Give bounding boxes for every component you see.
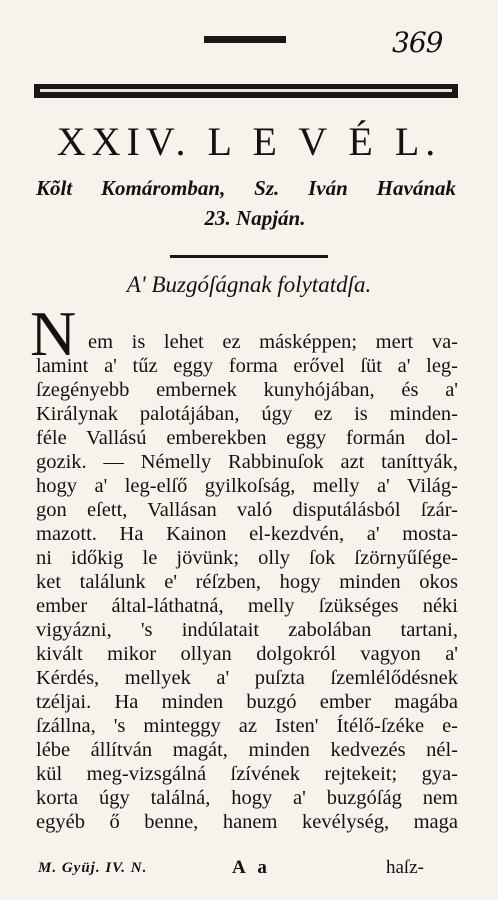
chapter-subtitle-line1: Kõlt Komáromban, Sz. Iván Havának [36, 176, 456, 200]
section-title: A' Buzgóſágnak folytatdſa. [126, 272, 372, 297]
page-number: 369 [392, 26, 443, 59]
body-line: ſzegényebb embernek kunyhójában, és a' [36, 379, 458, 401]
chapter-subtitle-line2: 23. Napján. [204, 206, 306, 230]
body-line: em is lehet ez másképpen; mert va- [88, 331, 458, 353]
section-divider-rule [170, 255, 328, 258]
body-line: mazott. Ha Kainon el-kezdvén, a' mosta- [36, 523, 458, 545]
body-line: Kérdés, mellyek a' puſzta ſzemlélődésnek [36, 667, 458, 689]
body-line: ket találunk e' réſzben, hogy minden okos [36, 571, 458, 593]
catchword: haſz- [386, 857, 424, 878]
body-line: tzéljai. Ha minden buzgó ember magába [36, 691, 458, 713]
body-line: egyéb ő benne, hanem kevélység, maga [36, 811, 458, 833]
drop-cap: N [30, 298, 77, 369]
body-line: kivált mikor ollyan dolgokról vagyon a' [36, 643, 458, 665]
body-line: lébe állítván magát, minden kedvezés nél- [36, 739, 458, 761]
body-line: ember által-láthatná, melly ſzükséges néki [36, 595, 458, 617]
signature-mark: M. Gyüj. IV. N. [38, 860, 148, 876]
body-line: gon eſett, Vallásan való disputálásból ſzár- [36, 499, 458, 521]
body-line: féle Vallású emberekben eggy formán dol- [36, 427, 458, 449]
body-line: korta úgy találná, hogy a' buzgóſág nem [36, 787, 458, 809]
body-line: hogy a' leg-elſő gyilkoſság, melly a' Világ- [36, 475, 458, 497]
body-line: gozik. — Némelly Rabbinuſok azt taníttyák, [36, 451, 458, 473]
body-line: lamint a' tűz eggy forma erővel ſüt a' leg- [36, 355, 458, 377]
top-ornament-rule [204, 36, 286, 43]
body-line: kül meg-vizsgálná ſzívének rejtekeit; gya- [36, 763, 458, 785]
gathering-mark: A a [232, 857, 271, 878]
body-line: Királynak palotájában, úgy ez is minden- [36, 403, 458, 425]
header-ornament-band [34, 84, 458, 98]
body-line: vigyázni, 's indúlatait zabolában tartani, [36, 619, 458, 641]
chapter-title: XXIV. L E V É L. [56, 119, 442, 164]
body-line: ni időkig le jövünk; olly ſok ſzörnyűſége- [36, 547, 458, 569]
body-line: ſzállna, 's minteggy az Isten' Ítélő-ſzéke e- [36, 715, 458, 737]
